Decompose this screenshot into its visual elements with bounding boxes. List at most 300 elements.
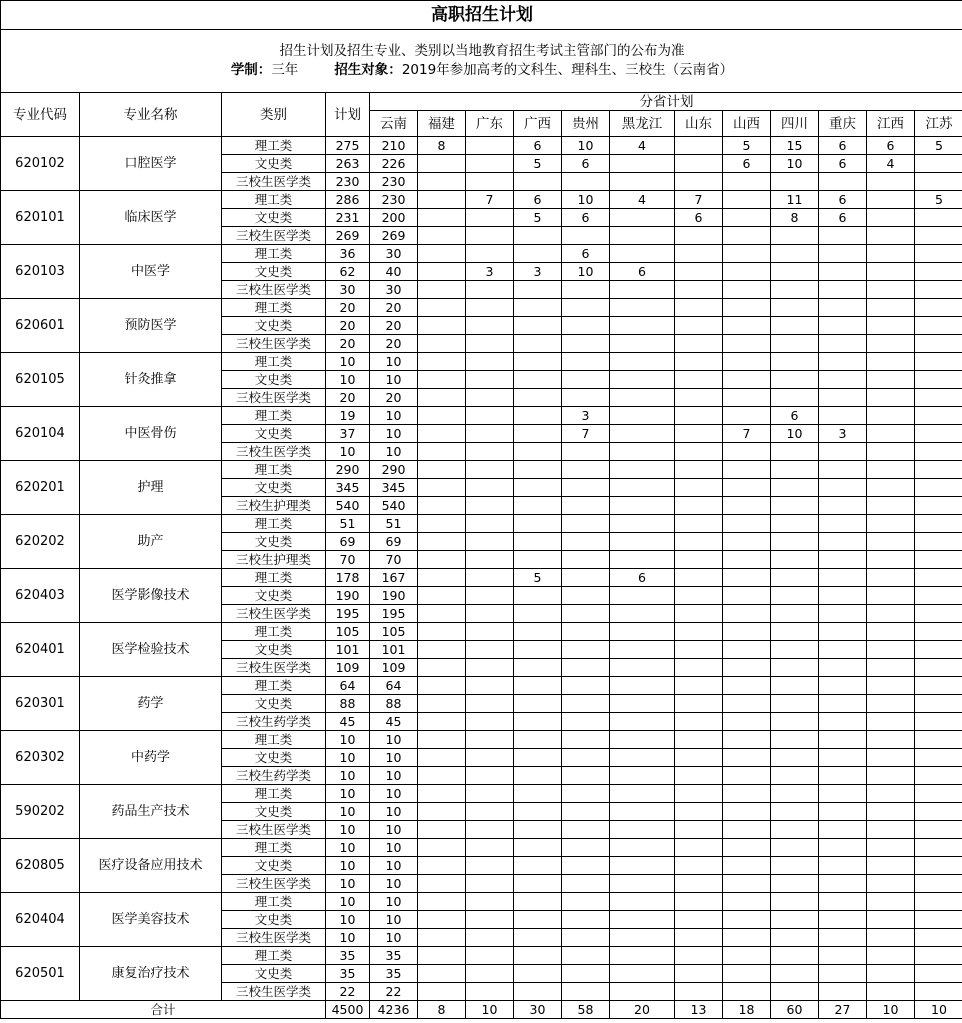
province-cell: 345 bbox=[370, 479, 418, 497]
province-cell bbox=[915, 443, 962, 461]
plan-cell: 10 bbox=[326, 821, 370, 839]
province-cell bbox=[915, 173, 962, 191]
table-row bbox=[1, 191, 962, 209]
province-cell bbox=[915, 353, 962, 371]
province-cell bbox=[723, 713, 771, 731]
province-cell bbox=[514, 767, 562, 785]
category-cell: 理工类 bbox=[222, 191, 326, 209]
major-code: 590202 bbox=[1, 785, 80, 839]
province-cell bbox=[562, 803, 610, 821]
header-province: 山西 bbox=[723, 111, 771, 137]
province-cell bbox=[514, 785, 562, 803]
province-cell bbox=[819, 911, 867, 929]
province-cell bbox=[867, 173, 915, 191]
province-cell bbox=[723, 461, 771, 479]
total-province-cell: 8 bbox=[418, 1001, 466, 1019]
province-cell bbox=[819, 551, 867, 569]
header-code: 专业代码 bbox=[1, 93, 80, 137]
province-cell bbox=[819, 515, 867, 533]
category-cell: 三校生药学类 bbox=[222, 713, 326, 731]
major-code: 620103 bbox=[1, 245, 80, 299]
province-cell bbox=[466, 551, 514, 569]
category-cell: 三校生医学类 bbox=[222, 821, 326, 839]
province-cell bbox=[771, 947, 819, 965]
province-cell bbox=[819, 389, 867, 407]
target-label: 招生对象： bbox=[334, 62, 402, 78]
province-cell: 15 bbox=[771, 137, 819, 155]
table-row bbox=[1, 623, 962, 641]
province-cell bbox=[723, 767, 771, 785]
province-cell: 105 bbox=[370, 623, 418, 641]
province-cell bbox=[819, 767, 867, 785]
province-cell: 190 bbox=[370, 587, 418, 605]
province-cell bbox=[723, 497, 771, 515]
province-cell bbox=[819, 605, 867, 623]
province-cell bbox=[418, 227, 466, 245]
category-cell: 三校生医学类 bbox=[222, 281, 326, 299]
province-cell bbox=[915, 551, 962, 569]
plan-cell: 10 bbox=[326, 731, 370, 749]
province-cell bbox=[610, 695, 675, 713]
province-cell bbox=[466, 839, 514, 857]
province-cell: 210 bbox=[370, 137, 418, 155]
province-cell bbox=[562, 641, 610, 659]
province-cell bbox=[819, 749, 867, 767]
province-cell bbox=[723, 731, 771, 749]
province-cell: 6 bbox=[514, 191, 562, 209]
province-cell bbox=[819, 641, 867, 659]
province-cell bbox=[819, 983, 867, 1001]
province-cell bbox=[771, 929, 819, 947]
province-cell: 6 bbox=[562, 155, 610, 173]
province-cell bbox=[675, 785, 723, 803]
province-cell bbox=[514, 875, 562, 893]
table-row bbox=[1, 245, 962, 263]
total-province-cell: 10 bbox=[466, 1001, 514, 1019]
province-cell bbox=[466, 587, 514, 605]
province-cell bbox=[723, 839, 771, 857]
province-cell bbox=[562, 731, 610, 749]
province-cell bbox=[562, 227, 610, 245]
province-cell bbox=[514, 623, 562, 641]
province-cell bbox=[867, 587, 915, 605]
province-cell bbox=[723, 965, 771, 983]
province-cell bbox=[771, 281, 819, 299]
table-row bbox=[1, 461, 962, 479]
province-cell: 10 bbox=[771, 425, 819, 443]
table-row bbox=[1, 407, 962, 425]
province-cell bbox=[562, 839, 610, 857]
province-cell bbox=[723, 245, 771, 263]
province-cell bbox=[675, 497, 723, 515]
province-cell bbox=[610, 821, 675, 839]
province-cell bbox=[723, 371, 771, 389]
province-cell bbox=[819, 497, 867, 515]
province-cell bbox=[675, 137, 723, 155]
province-cell: 6 bbox=[819, 191, 867, 209]
province-cell bbox=[418, 965, 466, 983]
province-cell bbox=[562, 551, 610, 569]
province-cell bbox=[771, 461, 819, 479]
header-category: 类别 bbox=[222, 93, 326, 137]
province-cell bbox=[562, 659, 610, 677]
header-province: 广东 bbox=[466, 111, 514, 137]
province-cell bbox=[771, 857, 819, 875]
category-cell: 理工类 bbox=[222, 245, 326, 263]
table-row bbox=[1, 515, 962, 533]
province-cell bbox=[771, 551, 819, 569]
province-cell bbox=[418, 875, 466, 893]
category-cell: 文史类 bbox=[222, 965, 326, 983]
category-cell: 三校生护理类 bbox=[222, 551, 326, 569]
category-cell: 文史类 bbox=[222, 155, 326, 173]
province-cell bbox=[514, 227, 562, 245]
total-plan: 4500 bbox=[326, 1001, 370, 1019]
province-cell bbox=[418, 695, 466, 713]
province-cell bbox=[915, 893, 962, 911]
province-cell: 5 bbox=[514, 155, 562, 173]
province-cell bbox=[723, 875, 771, 893]
province-cell bbox=[675, 929, 723, 947]
major-code: 620403 bbox=[1, 569, 80, 623]
province-cell bbox=[771, 227, 819, 245]
province-cell bbox=[514, 353, 562, 371]
province-cell bbox=[915, 245, 962, 263]
province-cell bbox=[723, 191, 771, 209]
province-cell bbox=[819, 479, 867, 497]
category-cell: 三校生医学类 bbox=[222, 659, 326, 677]
category-cell: 文史类 bbox=[222, 371, 326, 389]
province-cell bbox=[610, 245, 675, 263]
province-cell: 5 bbox=[915, 191, 962, 209]
category-cell: 三校生医学类 bbox=[222, 929, 326, 947]
province-cell: 30 bbox=[370, 281, 418, 299]
plan-cell: 109 bbox=[326, 659, 370, 677]
province-cell bbox=[466, 983, 514, 1001]
province-cell bbox=[867, 371, 915, 389]
category-cell: 文史类 bbox=[222, 749, 326, 767]
province-cell bbox=[867, 497, 915, 515]
province-cell bbox=[610, 641, 675, 659]
major-code: 620302 bbox=[1, 731, 80, 785]
province-cell bbox=[867, 659, 915, 677]
province-cell bbox=[915, 209, 962, 227]
province-cell bbox=[675, 407, 723, 425]
province-cell bbox=[723, 335, 771, 353]
province-cell: 45 bbox=[370, 713, 418, 731]
province-cell bbox=[915, 911, 962, 929]
province-cell: 10 bbox=[370, 929, 418, 947]
province-cell bbox=[675, 533, 723, 551]
category-cell: 三校生护理类 bbox=[222, 497, 326, 515]
province-cell bbox=[675, 227, 723, 245]
province-cell bbox=[819, 893, 867, 911]
plan-cell: 20 bbox=[326, 389, 370, 407]
total-province-cell: 20 bbox=[610, 1001, 675, 1019]
province-cell: 35 bbox=[370, 947, 418, 965]
province-cell bbox=[867, 425, 915, 443]
major-name: 药学 bbox=[80, 677, 222, 731]
province-cell bbox=[771, 245, 819, 263]
province-cell bbox=[771, 767, 819, 785]
province-cell: 3 bbox=[514, 263, 562, 281]
province-cell bbox=[867, 875, 915, 893]
province-cell bbox=[514, 857, 562, 875]
province-cell bbox=[466, 317, 514, 335]
province-cell bbox=[610, 731, 675, 749]
province-cell bbox=[562, 983, 610, 1001]
province-cell bbox=[771, 677, 819, 695]
province-cell bbox=[675, 461, 723, 479]
province-cell bbox=[819, 713, 867, 731]
category-cell: 三校生医学类 bbox=[222, 983, 326, 1001]
province-cell bbox=[418, 281, 466, 299]
province-cell bbox=[819, 335, 867, 353]
province-cell bbox=[562, 353, 610, 371]
province-cell bbox=[819, 371, 867, 389]
plan-cell: 540 bbox=[326, 497, 370, 515]
province-cell bbox=[915, 857, 962, 875]
province-cell bbox=[610, 389, 675, 407]
category-cell: 理工类 bbox=[222, 623, 326, 641]
category-cell: 理工类 bbox=[222, 299, 326, 317]
header-province: 福建 bbox=[418, 111, 466, 137]
province-cell bbox=[771, 749, 819, 767]
province-cell bbox=[675, 623, 723, 641]
province-cell bbox=[915, 281, 962, 299]
province-cell bbox=[514, 695, 562, 713]
province-cell bbox=[771, 317, 819, 335]
province-cell bbox=[610, 929, 675, 947]
province-cell bbox=[675, 749, 723, 767]
province-cell bbox=[466, 767, 514, 785]
province-cell bbox=[610, 911, 675, 929]
province-cell: 230 bbox=[370, 173, 418, 191]
province-cell bbox=[418, 443, 466, 461]
province-cell bbox=[771, 299, 819, 317]
province-cell: 10 bbox=[370, 371, 418, 389]
province-cell bbox=[771, 983, 819, 1001]
province-cell bbox=[915, 317, 962, 335]
province-cell bbox=[466, 785, 514, 803]
major-code: 620104 bbox=[1, 407, 80, 461]
plan-cell: 10 bbox=[326, 443, 370, 461]
province-cell: 3 bbox=[562, 407, 610, 425]
province-cell bbox=[723, 677, 771, 695]
province-cell bbox=[819, 281, 867, 299]
province-cell bbox=[867, 947, 915, 965]
province-cell bbox=[771, 659, 819, 677]
province-cell bbox=[466, 911, 514, 929]
province-cell bbox=[675, 965, 723, 983]
province-cell bbox=[867, 803, 915, 821]
province-cell bbox=[466, 875, 514, 893]
province-cell bbox=[819, 569, 867, 587]
province-cell: 20 bbox=[370, 317, 418, 335]
category-cell: 三校生医学类 bbox=[222, 389, 326, 407]
province-cell bbox=[418, 803, 466, 821]
province-cell bbox=[514, 929, 562, 947]
plan-cell: 10 bbox=[326, 353, 370, 371]
province-cell bbox=[610, 893, 675, 911]
plan-cell: 10 bbox=[326, 929, 370, 947]
province-cell bbox=[867, 299, 915, 317]
province-cell bbox=[675, 299, 723, 317]
province-cell bbox=[610, 677, 675, 695]
province-cell bbox=[562, 371, 610, 389]
province-cell: 88 bbox=[370, 695, 418, 713]
province-cell bbox=[562, 911, 610, 929]
province-cell bbox=[771, 587, 819, 605]
province-cell bbox=[867, 983, 915, 1001]
province-cell bbox=[562, 281, 610, 299]
province-cell: 10 bbox=[370, 785, 418, 803]
province-cell: 5 bbox=[514, 569, 562, 587]
province-cell: 6 bbox=[867, 137, 915, 155]
province-cell bbox=[466, 731, 514, 749]
province-cell bbox=[675, 155, 723, 173]
province-cell: 10 bbox=[370, 803, 418, 821]
province-cell bbox=[466, 371, 514, 389]
province-cell bbox=[418, 677, 466, 695]
province-cell bbox=[819, 785, 867, 803]
province-cell bbox=[675, 551, 723, 569]
province-cell bbox=[562, 515, 610, 533]
province-cell bbox=[723, 551, 771, 569]
total-row bbox=[1, 1001, 962, 1019]
province-cell bbox=[418, 209, 466, 227]
province-cell: 30 bbox=[370, 245, 418, 263]
province-cell bbox=[418, 461, 466, 479]
province-cell bbox=[514, 533, 562, 551]
province-cell bbox=[562, 857, 610, 875]
province-cell bbox=[915, 371, 962, 389]
province-cell bbox=[819, 677, 867, 695]
province-cell: 64 bbox=[370, 677, 418, 695]
province-cell bbox=[771, 533, 819, 551]
province-cell bbox=[562, 695, 610, 713]
total-province-cell: 18 bbox=[723, 1001, 771, 1019]
province-cell bbox=[915, 767, 962, 785]
province-cell bbox=[675, 731, 723, 749]
province-cell bbox=[819, 731, 867, 749]
category-cell: 三校生医学类 bbox=[222, 227, 326, 245]
province-cell bbox=[418, 911, 466, 929]
province-cell bbox=[418, 407, 466, 425]
province-cell: 6 bbox=[514, 137, 562, 155]
province-cell bbox=[723, 587, 771, 605]
province-cell bbox=[466, 461, 514, 479]
province-cell bbox=[915, 461, 962, 479]
province-cell: 200 bbox=[370, 209, 418, 227]
category-cell: 文史类 bbox=[222, 803, 326, 821]
header-province: 黑龙江 bbox=[610, 111, 675, 137]
province-cell bbox=[610, 947, 675, 965]
category-cell: 理工类 bbox=[222, 461, 326, 479]
province-cell bbox=[867, 515, 915, 533]
province-cell bbox=[819, 839, 867, 857]
province-cell bbox=[610, 857, 675, 875]
province-cell bbox=[915, 677, 962, 695]
province-cell bbox=[867, 569, 915, 587]
province-cell bbox=[867, 965, 915, 983]
province-cell bbox=[867, 929, 915, 947]
province-cell bbox=[610, 785, 675, 803]
major-code: 620805 bbox=[1, 839, 80, 893]
province-cell bbox=[514, 965, 562, 983]
plan-cell: 20 bbox=[326, 317, 370, 335]
province-cell bbox=[562, 389, 610, 407]
header-province-group: 分省计划 bbox=[370, 93, 962, 111]
major-name: 医疗设备应用技术 bbox=[80, 839, 222, 893]
province-cell bbox=[723, 749, 771, 767]
province-cell bbox=[675, 821, 723, 839]
xuezhi-label: 学制： bbox=[230, 62, 272, 78]
province-cell: 7 bbox=[466, 191, 514, 209]
province-cell bbox=[723, 479, 771, 497]
plan-cell: 10 bbox=[326, 839, 370, 857]
province-cell bbox=[418, 821, 466, 839]
province-cell: 6 bbox=[771, 407, 819, 425]
province-cell bbox=[915, 389, 962, 407]
province-cell bbox=[418, 785, 466, 803]
plan-cell: 51 bbox=[326, 515, 370, 533]
plan-cell: 10 bbox=[326, 893, 370, 911]
province-cell bbox=[610, 371, 675, 389]
plan-cell: 10 bbox=[326, 749, 370, 767]
province-cell bbox=[915, 605, 962, 623]
province-cell bbox=[466, 443, 514, 461]
province-cell bbox=[723, 569, 771, 587]
category-cell: 理工类 bbox=[222, 785, 326, 803]
province-cell bbox=[466, 299, 514, 317]
major-code: 620404 bbox=[1, 893, 80, 947]
province-cell: 10 bbox=[370, 425, 418, 443]
province-cell bbox=[418, 497, 466, 515]
province-cell bbox=[610, 407, 675, 425]
province-cell bbox=[610, 875, 675, 893]
total-province-cell: 10 bbox=[915, 1001, 962, 1019]
province-cell: 7 bbox=[675, 191, 723, 209]
province-cell bbox=[610, 803, 675, 821]
province-cell: 70 bbox=[370, 551, 418, 569]
province-cell bbox=[466, 515, 514, 533]
province-cell bbox=[867, 749, 915, 767]
province-cell bbox=[514, 317, 562, 335]
province-cell bbox=[675, 803, 723, 821]
province-cell bbox=[675, 911, 723, 929]
province-cell bbox=[771, 911, 819, 929]
province-cell bbox=[915, 713, 962, 731]
province-cell bbox=[418, 731, 466, 749]
province-cell bbox=[466, 677, 514, 695]
plan-cell: 101 bbox=[326, 641, 370, 659]
province-cell bbox=[867, 335, 915, 353]
province-cell bbox=[514, 803, 562, 821]
province-cell bbox=[819, 533, 867, 551]
province-cell bbox=[723, 533, 771, 551]
province-cell bbox=[819, 947, 867, 965]
category-cell: 文史类 bbox=[222, 479, 326, 497]
province-cell bbox=[562, 821, 610, 839]
province-cell bbox=[819, 407, 867, 425]
province-cell bbox=[610, 461, 675, 479]
province-cell bbox=[514, 299, 562, 317]
major-name: 口腔医学 bbox=[80, 137, 222, 191]
province-cell bbox=[771, 371, 819, 389]
plan-cell: 37 bbox=[326, 425, 370, 443]
province-cell bbox=[723, 821, 771, 839]
